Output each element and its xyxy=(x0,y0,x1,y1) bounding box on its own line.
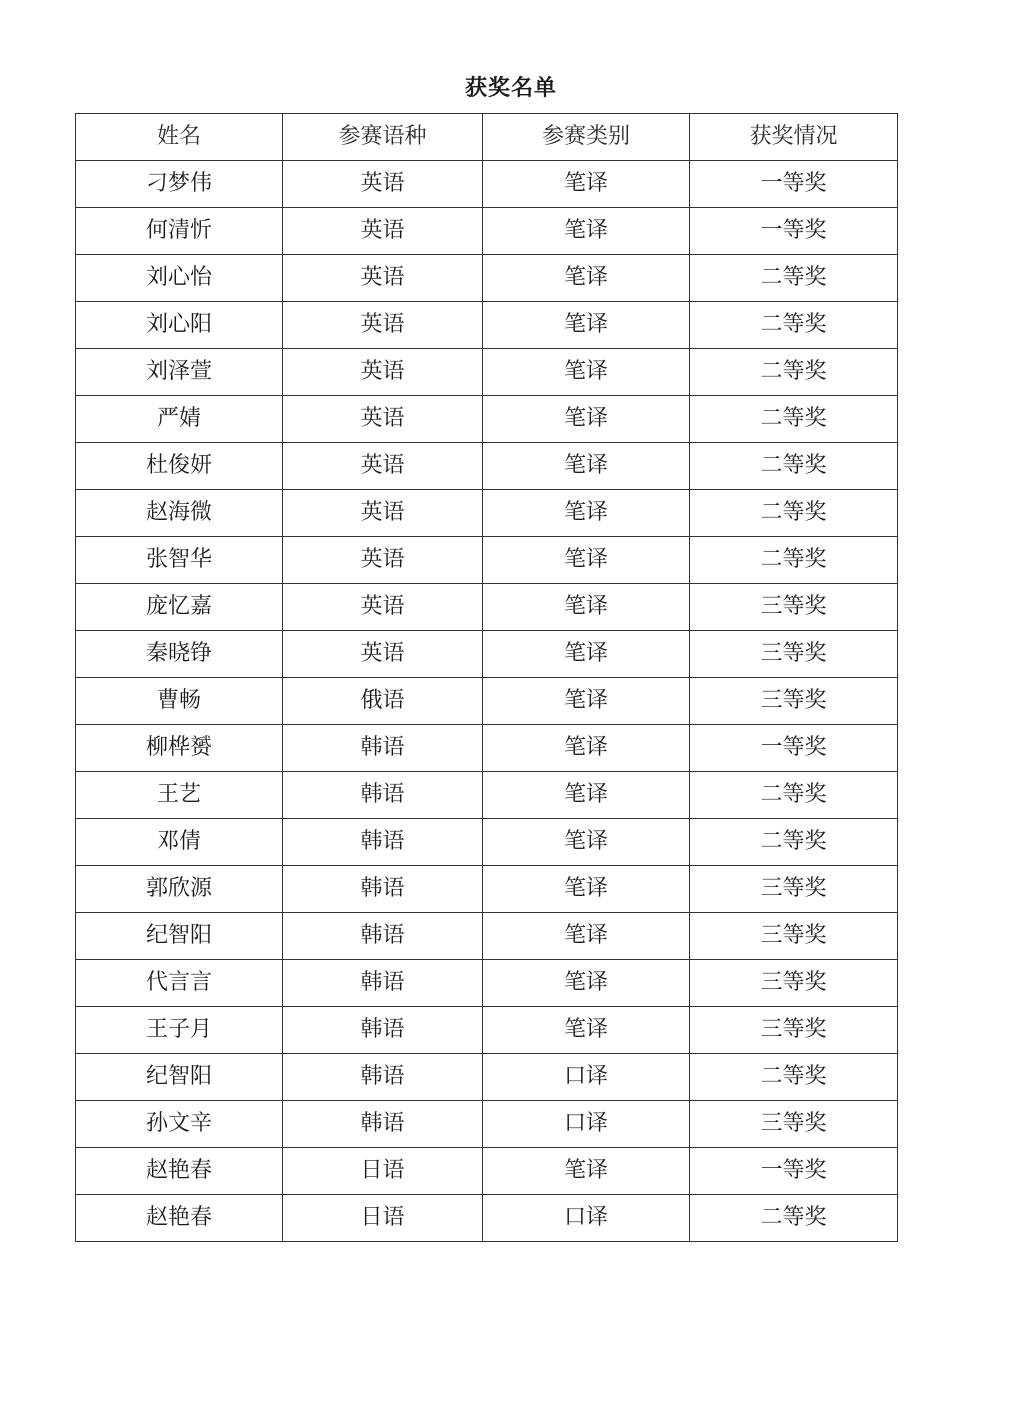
cell-award: 二等奖 xyxy=(690,443,898,490)
table-row xyxy=(76,396,898,443)
cell-language: 日语 xyxy=(283,1195,483,1242)
table-row xyxy=(76,302,898,349)
cell-name: 刘心阳 xyxy=(76,302,283,349)
cell-name: 秦晓铮 xyxy=(76,631,283,678)
cell-category: 笔译 xyxy=(483,913,690,960)
cell-category: 笔译 xyxy=(483,161,690,208)
cell-language: 英语 xyxy=(283,302,483,349)
cell-category: 笔译 xyxy=(483,678,690,725)
cell-award: 二等奖 xyxy=(690,1195,898,1242)
table-body xyxy=(76,161,898,1242)
header-language: 参赛语种 xyxy=(283,114,483,161)
table-row xyxy=(76,349,898,396)
cell-category: 笔译 xyxy=(483,866,690,913)
cell-category: 笔译 xyxy=(483,443,690,490)
cell-award: 一等奖 xyxy=(690,1148,898,1195)
cell-language: 韩语 xyxy=(283,772,483,819)
cell-award: 二等奖 xyxy=(690,819,898,866)
cell-name: 庞忆嘉 xyxy=(76,584,283,631)
table-row xyxy=(76,1007,898,1054)
cell-name: 赵艳春 xyxy=(76,1148,283,1195)
table-row xyxy=(76,584,898,631)
table-row xyxy=(76,819,898,866)
table-row xyxy=(76,443,898,490)
cell-category: 口译 xyxy=(483,1101,690,1148)
cell-award: 二等奖 xyxy=(690,349,898,396)
cell-category: 笔译 xyxy=(483,725,690,772)
cell-language: 韩语 xyxy=(283,725,483,772)
cell-name: 纪智阳 xyxy=(76,1054,283,1101)
table-row xyxy=(76,678,898,725)
cell-category: 口译 xyxy=(483,1054,690,1101)
cell-award: 三等奖 xyxy=(690,678,898,725)
cell-award: 一等奖 xyxy=(690,208,898,255)
header-category: 参赛类别 xyxy=(483,114,690,161)
page-title: 获奖名单 xyxy=(464,76,557,101)
cell-name: 郭欣源 xyxy=(76,866,283,913)
table-row xyxy=(76,772,898,819)
cell-language: 韩语 xyxy=(283,819,483,866)
header-row xyxy=(76,114,898,161)
cell-language: 英语 xyxy=(283,443,483,490)
cell-category: 笔译 xyxy=(483,772,690,819)
cell-name: 纪智阳 xyxy=(76,913,283,960)
cell-award: 三等奖 xyxy=(690,631,898,678)
table-row xyxy=(76,725,898,772)
cell-language: 英语 xyxy=(283,349,483,396)
cell-language: 英语 xyxy=(283,584,483,631)
cell-award: 三等奖 xyxy=(690,960,898,1007)
table-row xyxy=(76,161,898,208)
cell-category: 笔译 xyxy=(483,631,690,678)
cell-language: 英语 xyxy=(283,490,483,537)
cell-category: 笔译 xyxy=(483,490,690,537)
cell-name: 柳桦赟 xyxy=(76,725,283,772)
cell-award: 二等奖 xyxy=(690,537,898,584)
cell-category: 笔译 xyxy=(483,960,690,1007)
cell-category: 笔译 xyxy=(483,819,690,866)
cell-name: 张智华 xyxy=(76,537,283,584)
cell-language: 韩语 xyxy=(283,1054,483,1101)
cell-language: 英语 xyxy=(283,631,483,678)
cell-category: 笔译 xyxy=(483,537,690,584)
cell-category: 笔译 xyxy=(483,1148,690,1195)
cell-award: 二等奖 xyxy=(690,396,898,443)
table-row xyxy=(76,1148,898,1195)
cell-name: 代言言 xyxy=(76,960,283,1007)
cell-award: 三等奖 xyxy=(690,584,898,631)
cell-name: 何清忻 xyxy=(76,208,283,255)
cell-award: 三等奖 xyxy=(690,866,898,913)
cell-language: 韩语 xyxy=(283,913,483,960)
cell-award: 三等奖 xyxy=(690,1007,898,1054)
cell-name: 曹畅 xyxy=(76,678,283,725)
cell-language: 英语 xyxy=(283,537,483,584)
cell-language: 俄语 xyxy=(283,678,483,725)
table-row xyxy=(76,631,898,678)
cell-language: 日语 xyxy=(283,1148,483,1195)
header-award: 获奖情况 xyxy=(690,114,898,161)
cell-name: 刘心怡 xyxy=(76,255,283,302)
cell-name: 严婧 xyxy=(76,396,283,443)
cell-language: 英语 xyxy=(283,255,483,302)
cell-award: 三等奖 xyxy=(690,1101,898,1148)
cell-category: 笔译 xyxy=(483,396,690,443)
cell-name: 赵艳春 xyxy=(76,1195,283,1242)
cell-language: 韩语 xyxy=(283,960,483,1007)
table-row xyxy=(76,1195,898,1242)
cell-language: 英语 xyxy=(283,396,483,443)
cell-award: 三等奖 xyxy=(690,913,898,960)
table-row xyxy=(76,255,898,302)
cell-award: 二等奖 xyxy=(690,772,898,819)
table-row xyxy=(76,490,898,537)
table-row xyxy=(76,1054,898,1101)
cell-category: 笔译 xyxy=(483,584,690,631)
cell-language: 英语 xyxy=(283,208,483,255)
cell-name: 邓倩 xyxy=(76,819,283,866)
cell-award: 二等奖 xyxy=(690,1054,898,1101)
award-table xyxy=(75,113,898,1242)
cell-award: 一等奖 xyxy=(690,161,898,208)
cell-category: 笔译 xyxy=(483,255,690,302)
table-row xyxy=(76,208,898,255)
cell-award: 一等奖 xyxy=(690,725,898,772)
table-row xyxy=(76,913,898,960)
cell-name: 孙文辛 xyxy=(76,1101,283,1148)
cell-language: 韩语 xyxy=(283,1101,483,1148)
cell-language: 韩语 xyxy=(283,1007,483,1054)
header-name: 姓名 xyxy=(76,114,283,161)
cell-category: 口译 xyxy=(483,1195,690,1242)
cell-award: 二等奖 xyxy=(690,302,898,349)
cell-name: 刘泽萱 xyxy=(76,349,283,396)
cell-category: 笔译 xyxy=(483,349,690,396)
table-row xyxy=(76,537,898,584)
table-row xyxy=(76,1101,898,1148)
cell-category: 笔译 xyxy=(483,208,690,255)
cell-award: 二等奖 xyxy=(690,490,898,537)
cell-name: 王子月 xyxy=(76,1007,283,1054)
table-row xyxy=(76,866,898,913)
cell-name: 刁梦伟 xyxy=(76,161,283,208)
cell-name: 王艺 xyxy=(76,772,283,819)
cell-name: 赵海微 xyxy=(76,490,283,537)
cell-language: 韩语 xyxy=(283,866,483,913)
cell-award: 二等奖 xyxy=(690,255,898,302)
cell-name: 杜俊妍 xyxy=(76,443,283,490)
cell-category: 笔译 xyxy=(483,1007,690,1054)
table-row xyxy=(76,960,898,1007)
cell-language: 英语 xyxy=(283,161,483,208)
cell-category: 笔译 xyxy=(483,302,690,349)
